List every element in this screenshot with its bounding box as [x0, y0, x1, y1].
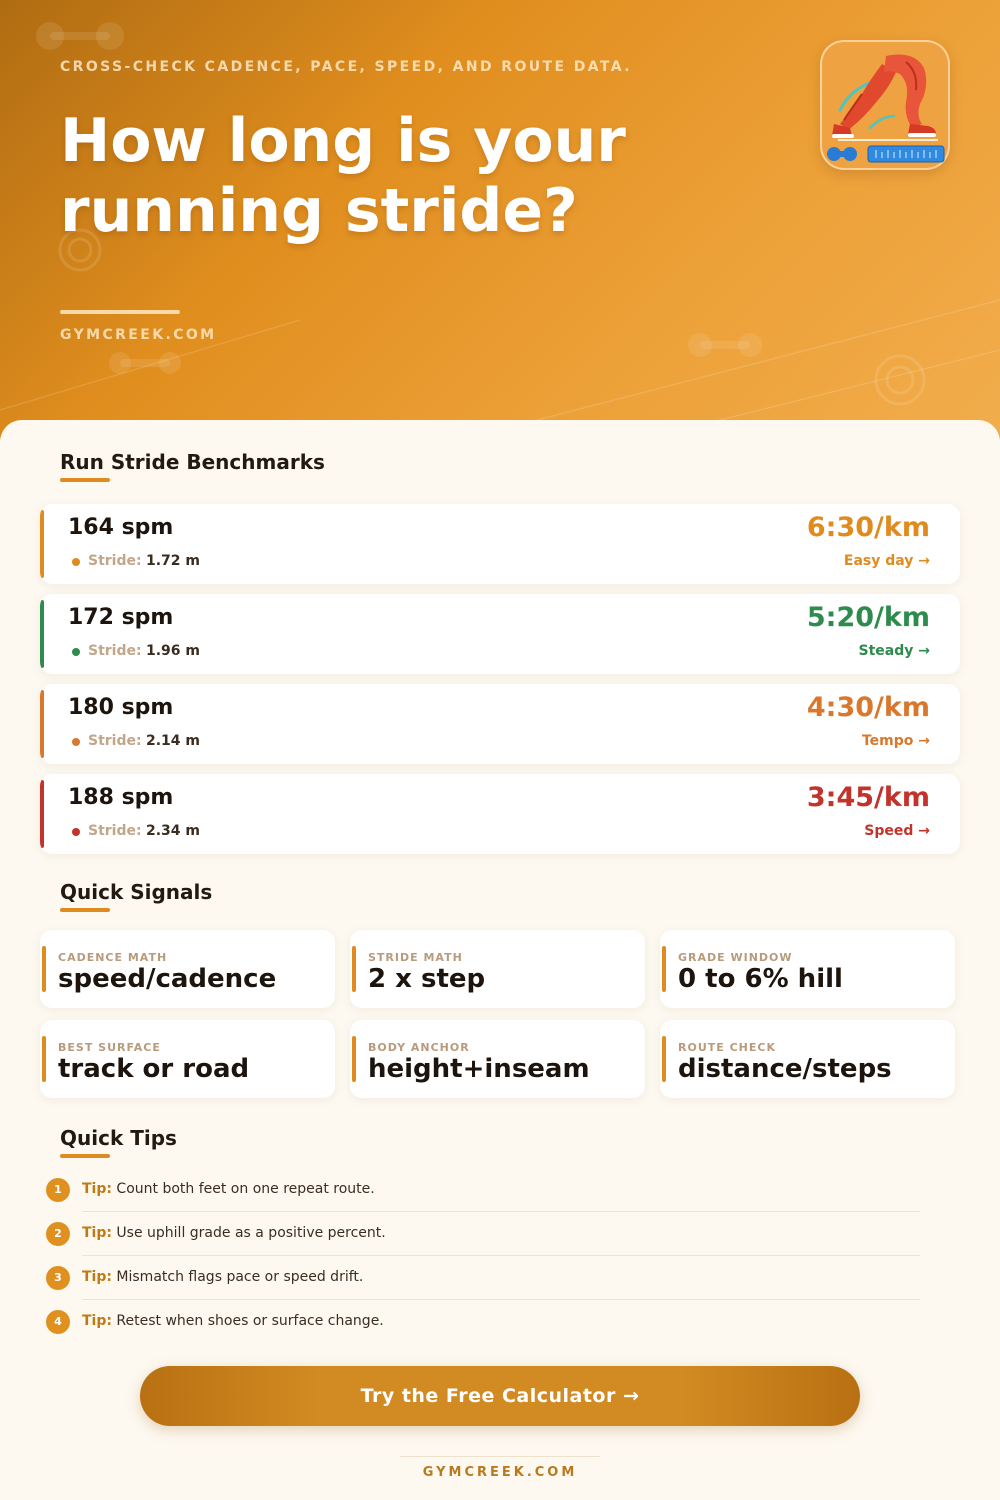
- tips-heading-underline: [60, 1154, 110, 1158]
- tip-body: Retest when shoes or surface change.: [116, 1313, 384, 1329]
- signal-accent-bar: [42, 1036, 46, 1082]
- hero-domain: GYMCREEK.COM: [60, 327, 217, 343]
- signal-label: ROUTE CHECK: [678, 1041, 776, 1054]
- tip-prefix: Tip:: [82, 1313, 112, 1329]
- signal-card: [40, 1020, 335, 1098]
- benchmark-stride-value: 2.34 m: [146, 823, 201, 839]
- benchmark-cadence: 172 spm: [68, 605, 174, 630]
- benchmark-zone-link[interactable]: Tempo →: [861, 733, 930, 749]
- hero-banner: [0, 0, 1000, 440]
- benchmark-pace: 5:20/km: [806, 602, 930, 633]
- app-logo: [820, 40, 950, 170]
- hero-divider: [60, 310, 180, 314]
- footer-divider: [400, 1456, 600, 1457]
- signal-card: [660, 930, 955, 1008]
- signal-value: distance/steps: [678, 1054, 892, 1084]
- page-title: How long is your running stride?: [60, 106, 626, 246]
- benchmarks-heading: Run Stride Benchmarks: [60, 450, 325, 474]
- benchmark-dot-icon: [72, 558, 80, 566]
- tip-number-badge: 1: [46, 1178, 70, 1202]
- tip-text: [82, 1313, 384, 1329]
- benchmark-dot-icon: [72, 648, 80, 656]
- signal-label: STRIDE MATH: [368, 951, 463, 964]
- signal-accent-bar: [662, 1036, 666, 1082]
- benchmark-dot-icon: [72, 738, 80, 746]
- tip-item: [46, 1222, 926, 1266]
- benchmark-stride-value: 1.96 m: [146, 643, 201, 659]
- tips-heading: Quick Tips: [60, 1126, 177, 1150]
- tip-number-badge: 3: [46, 1266, 70, 1290]
- signal-card: [350, 930, 645, 1008]
- footer-domain: GYMCREEK.COM: [422, 1465, 578, 1480]
- signal-label: BEST SURFACE: [58, 1041, 161, 1054]
- benchmark-card: [40, 684, 960, 764]
- tip-number-badge: 4: [46, 1310, 70, 1334]
- signal-card: [350, 1020, 645, 1098]
- benchmark-accent-bar: [40, 780, 44, 848]
- benchmark-zone-link[interactable]: Easy day →: [843, 553, 930, 569]
- benchmark-pace: 6:30/km: [806, 512, 930, 543]
- signal-card: [660, 1020, 955, 1098]
- benchmark-stride-value: 1.72 m: [146, 553, 201, 569]
- benchmark-pace: 3:45/km: [806, 782, 930, 813]
- tip-text: [82, 1225, 386, 1241]
- tip-divider: [82, 1211, 920, 1212]
- tip-item: [46, 1310, 926, 1354]
- signal-accent-bar: [352, 946, 356, 992]
- signal-value: height+inseam: [368, 1054, 590, 1084]
- signal-label: GRADE WINDOW: [678, 951, 793, 964]
- tip-prefix: Tip:: [82, 1269, 112, 1285]
- signal-label: BODY ANCHOR: [368, 1041, 470, 1054]
- benchmark-stride-label: Stride:: [88, 733, 142, 749]
- tip-item: [46, 1266, 926, 1310]
- signal-value: 0 to 6% hill: [678, 964, 843, 994]
- benchmark-stride-value: 2.14 m: [146, 733, 201, 749]
- tip-body: Use uphill grade as a positive percent.: [116, 1225, 386, 1241]
- signals-heading: Quick Signals: [60, 880, 213, 904]
- signal-label: CADENCE MATH: [58, 951, 168, 964]
- benchmark-cadence: 188 spm: [68, 785, 174, 810]
- try-calculator-button[interactable]: Try the Free Calculator →: [140, 1366, 860, 1426]
- signal-accent-bar: [352, 1036, 356, 1082]
- tip-body: Mismatch flags pace or speed drift.: [116, 1269, 364, 1285]
- tip-divider: [82, 1299, 920, 1300]
- benchmark-stride-label: Stride:: [88, 643, 142, 659]
- tip-number-badge: 2: [46, 1222, 70, 1246]
- signal-value: track or road: [58, 1054, 250, 1084]
- tip-text: [82, 1181, 375, 1197]
- tip-body: Count both feet on one repeat route.: [116, 1181, 375, 1197]
- signal-card: [40, 930, 335, 1008]
- benchmark-accent-bar: [40, 600, 44, 668]
- benchmark-accent-bar: [40, 690, 44, 758]
- benchmark-card: [40, 504, 960, 584]
- benchmarks-heading-underline: [60, 478, 110, 482]
- benchmark-stride-label: Stride:: [88, 553, 142, 569]
- tip-prefix: Tip:: [82, 1225, 112, 1241]
- benchmark-stride-label: Stride:: [88, 823, 142, 839]
- benchmark-zone-link[interactable]: Steady →: [858, 643, 930, 659]
- running-legs-icon: [822, 42, 952, 172]
- signal-accent-bar: [662, 946, 666, 992]
- signal-value: 2 x step: [368, 964, 486, 994]
- tip-prefix: Tip:: [82, 1181, 112, 1197]
- tip-text: [82, 1269, 363, 1285]
- signal-accent-bar: [42, 946, 46, 992]
- signals-heading-underline: [60, 908, 110, 912]
- tip-divider: [82, 1255, 920, 1256]
- benchmark-card: [40, 774, 960, 854]
- benchmark-card: [40, 594, 960, 674]
- benchmark-cadence: 164 spm: [68, 515, 174, 540]
- tip-item: [46, 1178, 926, 1222]
- signal-value: speed/cadence: [58, 964, 277, 994]
- benchmark-cadence: 180 spm: [68, 695, 174, 720]
- benchmark-dot-icon: [72, 828, 80, 836]
- benchmark-zone-link[interactable]: Speed →: [864, 823, 930, 839]
- hero-eyebrow: CROSS-CHECK CADENCE, PACE, SPEED, AND ROUTE DATA.: [60, 59, 632, 75]
- benchmark-accent-bar: [40, 510, 44, 578]
- benchmark-pace: 4:30/km: [806, 692, 930, 723]
